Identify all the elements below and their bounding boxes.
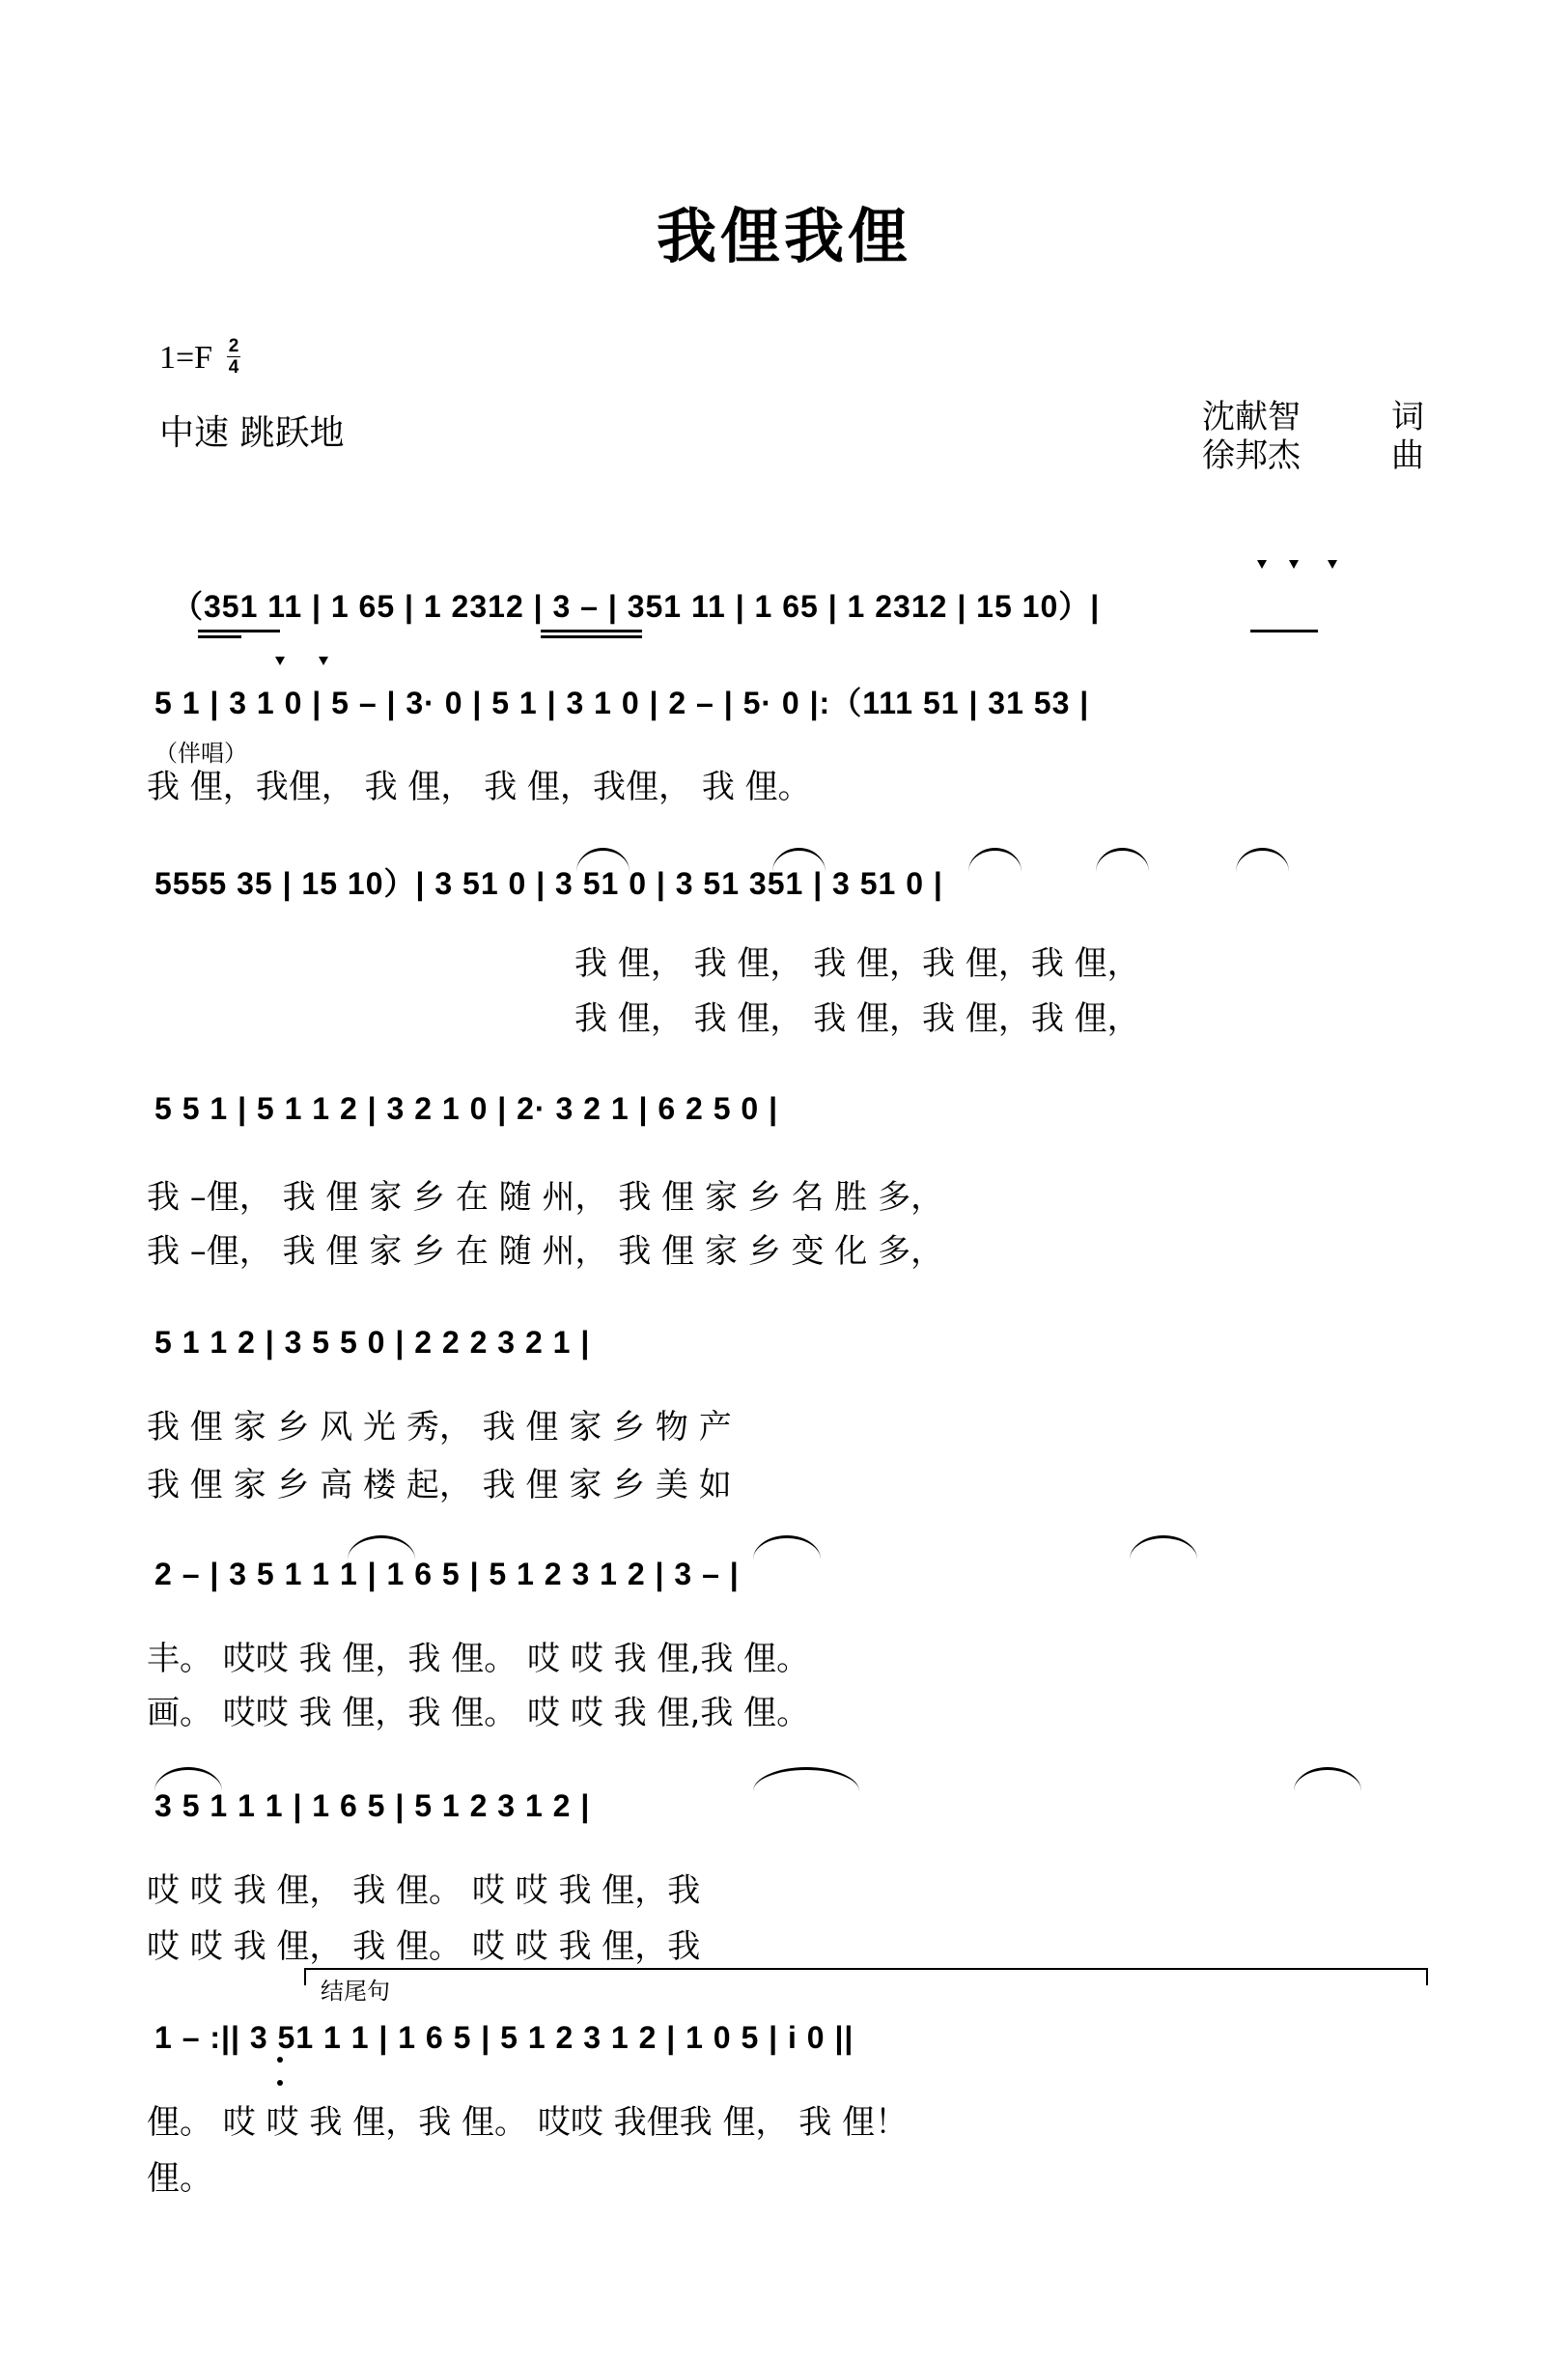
page-title: 我俚我俚: [656, 201, 911, 271]
accent-mark: [275, 657, 285, 665]
repeat-dot: [277, 2080, 283, 2086]
meter-top: 2: [228, 336, 239, 356]
lyric-row-4a: 我 –俚， 我 俚 家 乡 在 随 州， 我 俚 家 乡 名 胜 多，: [147, 1178, 944, 1217]
key-signature: 1=F: [159, 340, 213, 376]
slur: [753, 1535, 821, 1559]
score-row-6: 2 – | 3 5 1 1 1 | 1 6 5 | 5 1 2 3 1 2 | 3 – |: [154, 1557, 740, 1591]
coda-bracket: [304, 1968, 1428, 1985]
lyric-row-2: 我 俚，我俚， 我 俚， 我 俚，我俚， 我 俚。: [147, 768, 811, 806]
lyric-row-7a: 哎 哎 我 俚， 我 俚。 哎 哎 我 俚，我: [147, 1871, 701, 1910]
slur: [154, 1767, 222, 1791]
lyric-row-8a: 俚。 哎 哎 我 俚，我 俚。 哎哎 我俚我 俚， 我 俚！: [147, 2103, 909, 2142]
lyric-row-8b: 俚。: [147, 2159, 212, 2198]
lyric-row-3a: 我 俚， 我 俚， 我 俚，我 俚，我 俚，: [574, 944, 1140, 983]
accent-mark: [1328, 560, 1337, 569]
credits: [1202, 398, 1424, 475]
accompaniment-note: （伴唱）: [154, 740, 247, 767]
rhythm-underline: [541, 630, 642, 632]
slur: [1096, 848, 1149, 872]
composer-role: 曲: [1391, 436, 1424, 475]
lyric-row-5b: 我 俚 家 乡 高 楼 起， 我 俚 家 乡 美 如: [147, 1466, 732, 1504]
slur: [1294, 1767, 1361, 1791]
score-row-8: 1 – :|| 3 51 1 1 | 1 6 5 | 5 1 2 3 1 2 | 1 0 5 | i 0 ||: [154, 2020, 854, 2055]
tempo-marking: 中速 跳跃地: [159, 413, 345, 453]
score-row-2: 5 1 | 3 1 0 | 5 – | 3· 0 | 5 1 | 3 1 0 | 2 – | 5· 0 |:（111 51 | 31 53 |: [154, 686, 1090, 720]
lyric-row-7b: 哎 哎 我 俚， 我 俚。 哎 哎 我 俚，我: [147, 1927, 701, 1966]
composer-name: 徐邦杰: [1202, 436, 1301, 475]
time-signature: [227, 337, 240, 377]
slur: [576, 848, 630, 872]
lyric-row-3b: 我 俚， 我 俚， 我 俚，我 俚，我 俚，: [574, 999, 1140, 1038]
rhythm-underline: [541, 635, 642, 638]
lyricist-role: 词: [1391, 398, 1424, 436]
coda-label: 结尾句: [321, 1978, 390, 2005]
score-row-1: （351 11 | 1 65 | 1 2312 | 3 – | 351 11 | 1 65 | 1 2312 | 15 10）|: [172, 589, 1101, 624]
rhythm-underline: [198, 635, 241, 638]
slur: [1236, 848, 1289, 872]
score-row-5: 5 1 1 2 | 3 5 5 0 | 2 2 2 3 2 1 |: [154, 1325, 591, 1360]
lyricist-name: 沈献智: [1202, 398, 1301, 436]
slur: [753, 1767, 859, 1791]
accent-mark: [1289, 560, 1299, 569]
lyric-row-6b: 画。 哎哎 我 俚，我 俚。 哎 哎 我 俚,我 俚。: [147, 1694, 810, 1732]
repeat-dot: [277, 2057, 283, 2063]
meter-bottom: 4: [228, 357, 239, 378]
slur: [772, 848, 826, 872]
slur: [1130, 1535, 1197, 1559]
accent-mark: [319, 657, 328, 665]
composer-row: [1202, 436, 1424, 475]
rhythm-underline: [1250, 630, 1318, 632]
score-row-3: 5555 35 | 15 10）| 3 51 0 | 3 51 0 | 3 51 351 | 3 51 0 |: [154, 866, 943, 901]
lyric-row-4b: 我 –俚， 我 俚 家 乡 在 随 州， 我 俚 家 乡 变 化 多，: [147, 1232, 944, 1271]
score-row-4: 5 5 1 | 5 1 1 2 | 3 2 1 0 | 2· 3 2 1 | 6 2 5 0 |: [154, 1091, 779, 1126]
score-row-7: 3 5 1 1 1 | 1 6 5 | 5 1 2 3 1 2 |: [154, 1788, 591, 1823]
slur: [348, 1535, 415, 1559]
slur: [968, 848, 1022, 872]
accent-mark: [1257, 560, 1267, 569]
lyric-row-6a: 丰。 哎哎 我 俚，我 俚。 哎 哎 我 俚,我 俚。: [147, 1640, 810, 1678]
lyric-row-5a: 我 俚 家 乡 风 光 秀， 我 俚 家 乡 物 产: [147, 1408, 732, 1447]
rhythm-underline: [198, 630, 280, 632]
lyricist-row: [1202, 398, 1424, 436]
